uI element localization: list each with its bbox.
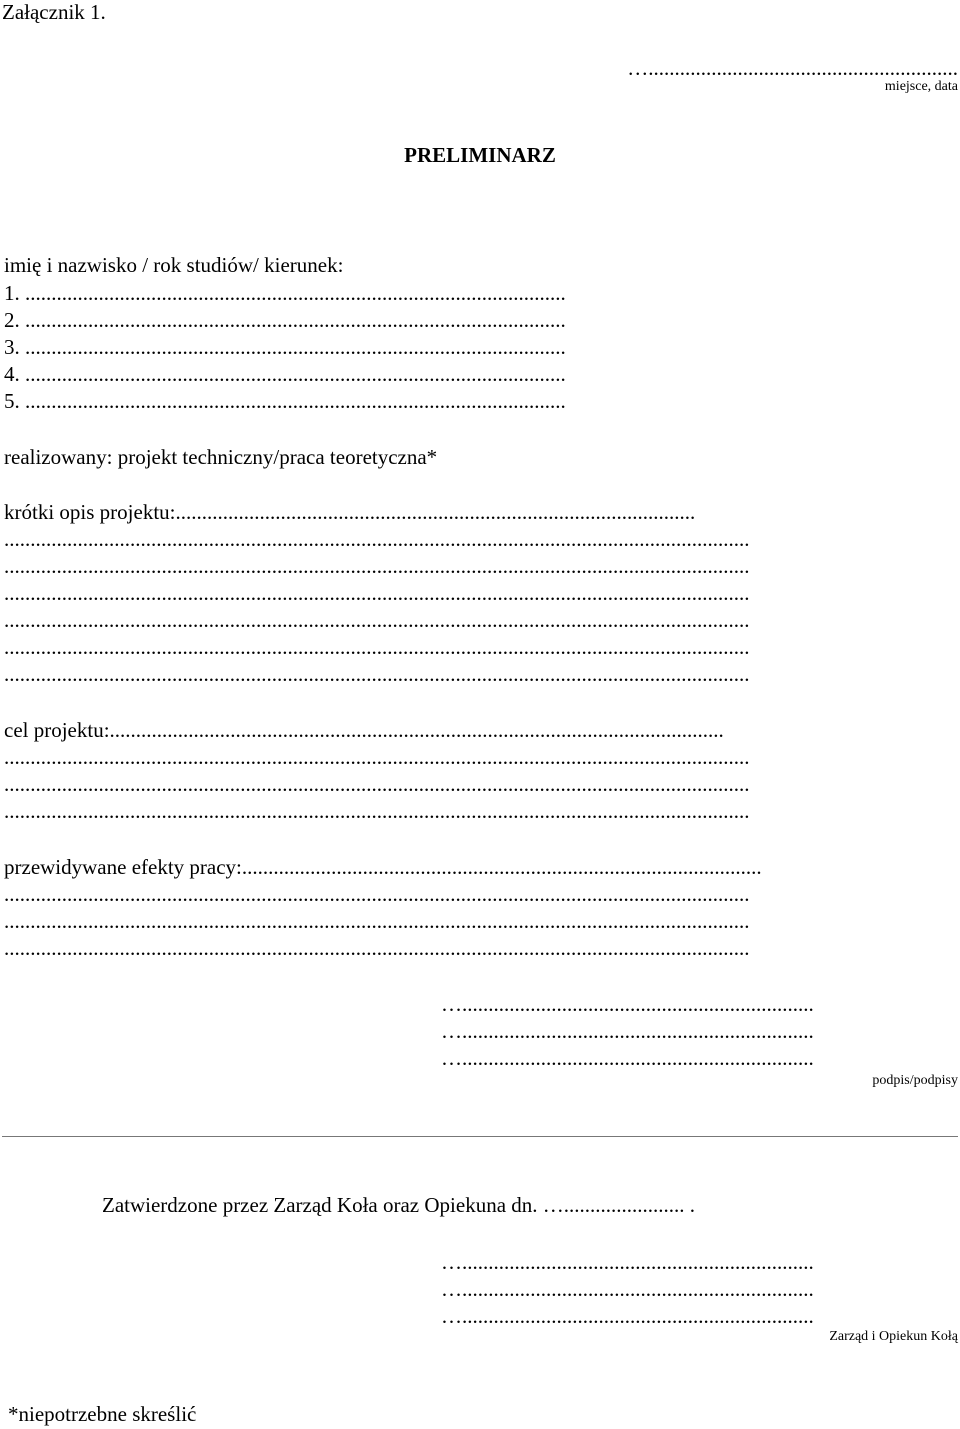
description-line-1: .............................................................................................................................................. bbox=[4, 529, 750, 550]
effects-label: przewidywane efekty pracy: bbox=[4, 857, 242, 879]
effects-line-3: .............................................................................................................................................. bbox=[4, 938, 750, 959]
footnote: *niepotrzebne skreślić bbox=[8, 1402, 197, 1426]
goal-line-3: .............................................................................................................................................. bbox=[4, 801, 750, 822]
goal-dots: ..................................................................................................................... bbox=[109, 720, 724, 742]
signature-line-3: …................................................................... bbox=[441, 1048, 814, 1069]
description-label: krótki opis projektu: bbox=[4, 502, 176, 524]
board-signature-line-3: …................................................................... bbox=[441, 1306, 814, 1327]
description-line-6: .............................................................................................................................................. bbox=[4, 664, 750, 685]
participants-label: imię i nazwisko / rok studiów/ kierunek: bbox=[4, 253, 344, 277]
document-title: PRELIMINARZ bbox=[404, 143, 556, 167]
description-line-4: .............................................................................................................................................. bbox=[4, 610, 750, 631]
approval-statement: Zatwierdzone przez Zarząd Koła oraz Opiekuna dn. …....................... . bbox=[102, 1193, 696, 1217]
place-date-field: …........................................................... bbox=[627, 56, 958, 80]
signature-caption: podpis/podpisy bbox=[872, 1073, 958, 1088]
board-signature-line-1: …................................................................... bbox=[441, 1252, 814, 1273]
description-line-2: .............................................................................................................................................. bbox=[4, 556, 750, 577]
realization-type: realizowany: projekt techniczny/praca teoretyczna* bbox=[4, 445, 438, 469]
description-first-line bbox=[4, 502, 954, 526]
board-signature-caption: Zarząd i Opiekun Kołą bbox=[829, 1329, 958, 1344]
participant-line-4: 4. ....................................................................................................... bbox=[4, 362, 566, 386]
description-dots: ................................................................................................... bbox=[175, 502, 696, 524]
place-date-caption: miejsce, data bbox=[884, 79, 958, 94]
signature-line-2: …................................................................... bbox=[441, 1021, 814, 1042]
goal-line-2: .............................................................................................................................................. bbox=[4, 774, 750, 795]
goal-line-1: .............................................................................................................................................. bbox=[4, 747, 750, 768]
description-line-3: .............................................................................................................................................. bbox=[4, 583, 750, 604]
participant-line-1: 1. ....................................................................................................... bbox=[4, 281, 566, 305]
board-signature-line-2: …................................................................... bbox=[441, 1279, 814, 1300]
section-divider bbox=[2, 1136, 958, 1137]
signature-line-1: …................................................................... bbox=[441, 994, 814, 1015]
effects-dots: ................................................................................................... bbox=[241, 857, 762, 879]
effects-line-1: .............................................................................................................................................. bbox=[4, 884, 750, 905]
effects-line-2: .............................................................................................................................................. bbox=[4, 911, 750, 932]
effects-first-line bbox=[4, 857, 954, 881]
attachment-label: Załącznik 1. bbox=[2, 0, 106, 24]
goal-first-line bbox=[4, 720, 954, 744]
goal-label: cel projektu: bbox=[4, 720, 110, 742]
description-line-5: .............................................................................................................................................. bbox=[4, 637, 750, 658]
participant-line-5: 5. ....................................................................................................... bbox=[4, 389, 566, 413]
participant-line-2: 2. ....................................................................................................... bbox=[4, 308, 566, 332]
participant-line-3: 3. ....................................................................................................... bbox=[4, 335, 566, 359]
